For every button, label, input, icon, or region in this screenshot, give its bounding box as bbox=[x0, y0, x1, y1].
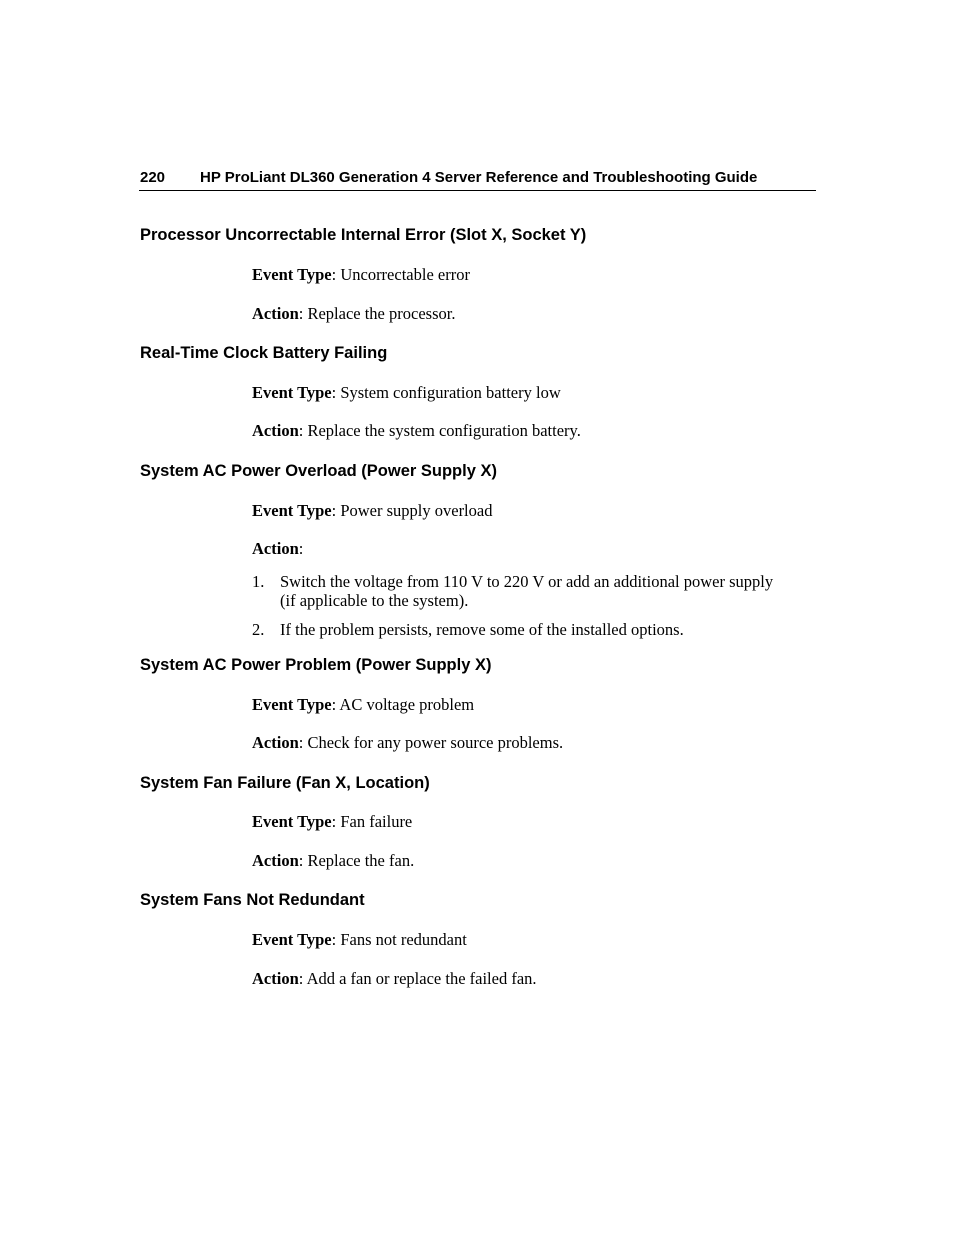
list-text: If the problem persists, remove some of the installed options. bbox=[280, 620, 684, 639]
section-heading: Processor Uncorrectable Internal Error (Slot X, Socket Y) bbox=[140, 226, 587, 244]
list-number: 2. bbox=[252, 620, 265, 639]
action-line: Action: bbox=[252, 539, 304, 558]
page-header bbox=[139, 168, 816, 191]
section-heading: Real-Time Clock Battery Failing bbox=[140, 344, 388, 362]
action-line: Action: Check for any power source problems. bbox=[252, 733, 564, 752]
document-title: HP ProLiant DL360 Generation 4 Server Reference and Troubleshooting Guide bbox=[200, 169, 758, 186]
action-line: Action: Add a fan or replace the failed fan. bbox=[252, 969, 537, 988]
action-line: Action: Replace the system configuration battery. bbox=[252, 421, 581, 440]
event-type-line: Event Type: Fan failure bbox=[252, 812, 413, 831]
action-line: Action: Replace the fan. bbox=[252, 851, 415, 870]
section-heading: System Fan Failure (Fan X, Location) bbox=[140, 774, 430, 792]
list-number: 1. bbox=[252, 572, 265, 591]
action-line: Action: Replace the processor. bbox=[252, 304, 456, 323]
event-type-line: Event Type: Fans not redundant bbox=[252, 930, 467, 949]
page-number: 220 bbox=[140, 169, 166, 186]
list-text: Switch the voltage from 110 V to 220 V or add an additional power supply (if applicable to the system). bbox=[280, 572, 774, 610]
event-type-line: Event Type: System configuration battery low bbox=[252, 383, 561, 402]
section-heading: System AC Power Overload (Power Supply X) bbox=[140, 462, 497, 480]
section-heading: System AC Power Problem (Power Supply X) bbox=[140, 656, 492, 674]
event-type-line: Event Type: Power supply overload bbox=[252, 501, 493, 520]
section-heading: System Fans Not Redundant bbox=[140, 891, 365, 909]
event-type-line: Event Type: Uncorrectable error bbox=[252, 265, 470, 284]
event-type-line: Event Type: AC voltage problem bbox=[252, 695, 475, 714]
